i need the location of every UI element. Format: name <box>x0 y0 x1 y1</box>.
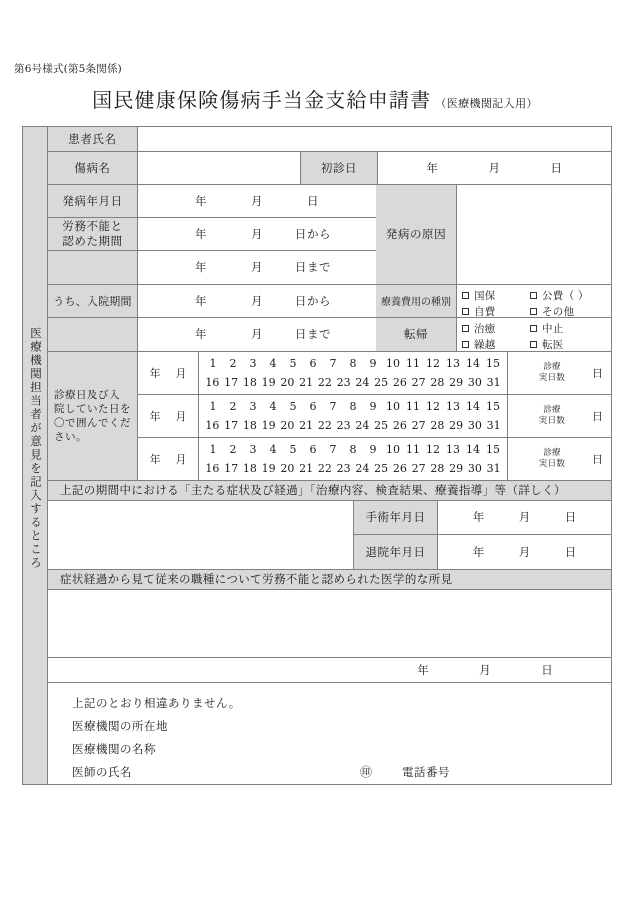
calendar-days-grid <box>199 438 508 480</box>
month-token: 月 <box>518 510 531 525</box>
calendar-day-line-1 <box>203 397 503 416</box>
checkbox-box-icon[interactable] <box>462 325 469 332</box>
calendar-day-29[interactable]: 29 <box>449 375 464 389</box>
day-token: 日 <box>541 663 553 678</box>
calendar-day-16[interactable]: 16 <box>205 461 220 475</box>
hospital-from-date-input[interactable] <box>138 285 376 317</box>
first-visit-label: 初診日 <box>301 152 378 184</box>
hospital-period-label: うち、入院期間 <box>48 285 138 317</box>
checkbox-label: 治癒 <box>474 323 496 336</box>
calendar-day-16[interactable]: 16 <box>205 418 220 432</box>
year-token: 年 <box>194 293 208 308</box>
calendar-day-9[interactable]: 9 <box>369 399 377 413</box>
calendar-day-6[interactable]: 6 <box>309 399 317 413</box>
calendar-day-5[interactable]: 5 <box>289 442 297 456</box>
calendar-day-13[interactable]: 13 <box>446 399 460 413</box>
calendar-day-22[interactable]: 22 <box>317 375 332 389</box>
calendar-day-30[interactable]: 30 <box>467 461 482 475</box>
checkbox-label: その他 <box>542 306 575 317</box>
calendar-day-4[interactable]: 4 <box>269 442 277 456</box>
treatment-days-count-label: 診療 実日数 <box>538 361 566 383</box>
seal-icon: ㊞ <box>360 764 373 779</box>
calendar-rows <box>138 352 611 480</box>
onset-cause-input[interactable] <box>457 185 611 284</box>
calendar-day-22[interactable]: 22 <box>317 461 332 475</box>
month-token: 月 <box>175 452 187 466</box>
year-token: 年 <box>194 193 208 208</box>
patient-name-input[interactable] <box>138 127 611 151</box>
declaration-block <box>48 683 611 784</box>
calendar-day-line-2 <box>203 373 503 392</box>
hospital-period-label-spacer <box>48 318 138 351</box>
onset-left <box>48 185 376 284</box>
vertical-sidebar <box>23 127 48 784</box>
calendar-day-26[interactable]: 26 <box>392 461 407 475</box>
calendar-instruction-line-1: 診療日及び入 <box>54 388 120 401</box>
checkbox-box-icon[interactable] <box>530 341 537 348</box>
from-suffix: 日から <box>294 226 332 241</box>
surgery-date-input[interactable] <box>438 501 611 534</box>
checkbox-jihi[interactable] <box>462 304 530 317</box>
table-row-surgery-date <box>354 501 611 535</box>
checkbox-sonota[interactable] <box>530 304 574 317</box>
calendar-day-15[interactable]: 15 <box>486 442 500 456</box>
year-token: 年 <box>194 327 208 342</box>
hospitalization-left <box>48 285 376 351</box>
calendar-day-10[interactable]: 10 <box>386 356 400 370</box>
checkbox-label: 中止 <box>542 323 564 336</box>
year-token: 年 <box>194 260 208 275</box>
month-token: 月 <box>175 366 187 380</box>
calendar-day-line-2 <box>203 416 503 435</box>
form-number: 第6号様式(第5条関係) <box>14 63 122 75</box>
surgery-discharge-col <box>354 501 611 569</box>
calendar-day-10[interactable]: 10 <box>386 442 400 456</box>
calendar-day-14[interactable]: 14 <box>466 399 480 413</box>
unable-to-work-label-line1: 労務不能と <box>62 218 123 233</box>
treatment-days-count-cell[interactable] <box>508 438 611 480</box>
surgery-date-label: 手術年月日 <box>354 501 438 534</box>
calendar-day-7[interactable]: 7 <box>329 356 337 370</box>
calendar-day-15[interactable]: 15 <box>486 356 500 370</box>
doctor-name-field[interactable] <box>72 761 611 784</box>
first-visit-date-input[interactable] <box>378 152 611 184</box>
calendar-day-7[interactable]: 7 <box>329 399 337 413</box>
calendar-day-11[interactable]: 11 <box>406 399 420 413</box>
day-token: 日 <box>306 193 320 208</box>
year-token: 年 <box>426 160 439 175</box>
month-token: 月 <box>250 260 264 275</box>
calendar-day-21[interactable]: 21 <box>299 418 314 432</box>
calendar-year-month-input[interactable] <box>138 438 199 480</box>
checkbox-label: 自費 <box>474 306 496 317</box>
unable-to-work-label <box>48 218 138 250</box>
calendar-day-23[interactable]: 23 <box>336 418 351 432</box>
calendar-day-4[interactable]: 4 <box>269 399 277 413</box>
treatment-days-unit: 日 <box>592 366 603 380</box>
day-token: 日 <box>550 160 563 175</box>
treatment-calendar-group <box>48 352 611 481</box>
month-token: 月 <box>488 160 501 175</box>
calendar-day-6[interactable]: 6 <box>309 442 317 456</box>
calendar-day-1[interactable]: 1 <box>209 442 217 456</box>
checkbox-label: 公費（ ） <box>542 290 589 303</box>
onset-cause-label: 発病の原因 <box>376 185 457 284</box>
page-title-main: 国民健康保険傷病手当金支給申請書 <box>92 88 432 112</box>
day-token: 日 <box>564 510 577 525</box>
treatment-days-count-cell[interactable] <box>508 395 611 437</box>
expense-checkbox-line-2 <box>462 304 611 317</box>
calendar-day-24[interactable]: 24 <box>355 418 370 432</box>
calendar-year-month-input[interactable] <box>138 352 199 394</box>
checkbox-chiyu[interactable] <box>462 321 530 336</box>
calendar-day-14[interactable]: 14 <box>466 442 480 456</box>
year-token: 年 <box>472 544 485 559</box>
calendar-day-5[interactable]: 5 <box>289 356 297 370</box>
calendar-day-9[interactable]: 9 <box>369 442 377 456</box>
table-row-unable-to <box>48 251 376 284</box>
calendar-day-1[interactable]: 1 <box>209 399 217 413</box>
calendar-day-25[interactable]: 25 <box>374 418 389 432</box>
calendar-day-15[interactable]: 15 <box>486 399 500 413</box>
calendar-day-8[interactable]: 8 <box>349 399 357 413</box>
calendar-day-22[interactable]: 22 <box>317 418 332 432</box>
calendar-instruction-line-4: さい。 <box>54 430 87 443</box>
calendar-day-31[interactable]: 31 <box>486 375 501 389</box>
calendar-row <box>138 395 611 438</box>
to-suffix: 日まで <box>294 327 332 342</box>
calendar-day-20[interactable]: 20 <box>280 375 295 389</box>
table-row-onset-date <box>48 185 376 218</box>
doctor-name-label: 医師の氏名 <box>72 764 132 779</box>
signature-date-row[interactable] <box>48 658 611 683</box>
calendar-day-line-2 <box>203 459 503 478</box>
year-token: 年 <box>472 510 485 525</box>
calendar-day-1[interactable]: 1 <box>209 356 217 370</box>
calendar-day-19[interactable]: 19 <box>261 461 276 475</box>
year-token: 年 <box>149 366 161 380</box>
table-row-hospital-from <box>48 285 376 318</box>
calendar-day-28[interactable]: 28 <box>430 375 445 389</box>
phone-label: 電話番号 <box>402 764 450 779</box>
checkbox-kurikoshi[interactable] <box>462 337 530 351</box>
hospital-to-date-input[interactable] <box>138 318 376 351</box>
outcome-label: 転帰 <box>376 318 457 351</box>
checkbox-box-icon[interactable] <box>462 292 469 299</box>
calendar-day-21[interactable]: 21 <box>299 461 314 475</box>
institution-name-field[interactable]: 医療機関の名称 <box>72 741 156 756</box>
calendar-day-29[interactable]: 29 <box>449 461 464 475</box>
checkbox-box-icon[interactable] <box>462 341 469 348</box>
calendar-day-19[interactable]: 19 <box>261 375 276 389</box>
calendar-day-4[interactable]: 4 <box>269 356 277 370</box>
checkbox-box-icon[interactable] <box>530 292 537 299</box>
course-section-band: 上記の期間中における「主たる症状及び経過」「治療内容、検査結果、療養指導」等（詳しく） <box>48 481 611 501</box>
checkbox-teni[interactable] <box>530 337 564 351</box>
table-row-unable-from <box>48 218 376 251</box>
checkbox-box-icon[interactable] <box>530 325 537 332</box>
year-token: 年 <box>149 452 161 466</box>
year-token: 年 <box>194 226 208 241</box>
year-token: 年 <box>149 409 161 423</box>
calendar-day-20[interactable]: 20 <box>280 418 295 432</box>
calendar-day-18[interactable]: 18 <box>242 375 257 389</box>
expense-checkbox-line-1 <box>462 288 611 304</box>
checkbox-label: 繰越 <box>474 339 496 351</box>
unable-to-work-label-spacer <box>48 251 138 284</box>
calendar-instruction-line-2: 院していた日を <box>54 402 131 415</box>
calendar-day-16[interactable]: 16 <box>205 375 220 389</box>
expense-type-label: 療養費用の種別 <box>376 285 457 317</box>
calendar-day-30[interactable]: 30 <box>467 418 482 432</box>
checkbox-kohi[interactable] <box>530 288 589 303</box>
to-suffix: 日まで <box>294 260 332 275</box>
calendar-day-28[interactable]: 28 <box>430 418 445 432</box>
calendar-day-28[interactable]: 28 <box>430 461 445 475</box>
calendar-day-13[interactable]: 13 <box>446 442 460 456</box>
sidebar-vertical-label: 医療機関担当者が意見を記入するところ <box>29 327 43 570</box>
calendar-day-13[interactable]: 13 <box>446 356 460 370</box>
calendar-day-24[interactable]: 24 <box>355 461 370 475</box>
checkbox-label: 国保 <box>474 290 496 303</box>
calendar-instruction-line-3: 〇で囲んでくだ <box>54 416 131 429</box>
calendar-day-9[interactable]: 9 <box>369 356 377 370</box>
calendar-day-line-1 <box>203 440 503 459</box>
course-free-text-area[interactable] <box>48 501 354 569</box>
calendar-day-6[interactable]: 6 <box>309 356 317 370</box>
calendar-day-8[interactable]: 8 <box>349 356 357 370</box>
declaration-text: 上記のとおり相違ありません。 <box>72 695 241 710</box>
patient-name-label: 患者氏名 <box>48 127 138 151</box>
page-title <box>0 84 630 113</box>
course-detail-group <box>48 501 611 570</box>
calendar-day-27[interactable]: 27 <box>411 461 426 475</box>
month-token: 月 <box>250 293 264 308</box>
findings-section-band: 症状経過から見て従来の職種について労務不能と認められた医学的な所見 <box>48 570 611 590</box>
onset-date-input[interactable] <box>138 185 376 217</box>
calendar-row <box>138 352 611 395</box>
calendar-day-23[interactable]: 23 <box>336 375 351 389</box>
calendar-day-line-1 <box>203 354 503 373</box>
disease-name-input[interactable] <box>138 152 301 184</box>
disease-name-label: 傷病名 <box>48 152 138 184</box>
calendar-day-2[interactable]: 2 <box>229 399 237 413</box>
month-token: 月 <box>250 226 264 241</box>
treatment-days-count-label: 診療 実日数 <box>538 404 566 426</box>
calendar-instruction-label <box>48 352 138 480</box>
onset-date-label: 発病年月日 <box>48 185 138 217</box>
calendar-day-17[interactable]: 17 <box>224 461 239 475</box>
calendar-day-27[interactable]: 27 <box>411 418 426 432</box>
table-row-hospital-to <box>48 318 376 351</box>
table-row-outcome <box>376 318 611 351</box>
treatment-days-count-label: 診療 実日数 <box>538 447 566 469</box>
month-token: 月 <box>518 544 531 559</box>
hospitalization-group <box>48 285 611 352</box>
calendar-day-31[interactable]: 31 <box>486 418 501 432</box>
calendar-day-17[interactable]: 17 <box>224 418 239 432</box>
year-token: 年 <box>417 663 429 678</box>
calendar-year-month-input[interactable] <box>138 395 199 437</box>
day-token: 日 <box>564 544 577 559</box>
calendar-day-26[interactable]: 26 <box>392 418 407 432</box>
calendar-day-14[interactable]: 14 <box>466 356 480 370</box>
calendar-day-3[interactable]: 3 <box>249 442 257 456</box>
calendar-day-10[interactable]: 10 <box>386 399 400 413</box>
calendar-day-27[interactable]: 27 <box>411 375 426 389</box>
treatment-days-unit: 日 <box>592 452 603 466</box>
findings-free-text-area[interactable] <box>48 590 611 658</box>
unable-to-date-input[interactable] <box>138 251 376 284</box>
calendar-day-2[interactable]: 2 <box>229 442 237 456</box>
calendar-day-20[interactable]: 20 <box>280 461 295 475</box>
unable-from-date-input[interactable] <box>138 218 376 250</box>
outcome-checkbox-group <box>457 318 611 351</box>
table-row-discharge-date <box>354 535 611 569</box>
form-table <box>22 126 612 785</box>
calendar-day-5[interactable]: 5 <box>289 399 297 413</box>
month-token: 月 <box>479 663 491 678</box>
table-row-disease-name <box>48 152 611 185</box>
calendar-day-30[interactable]: 30 <box>467 375 482 389</box>
calendar-days-grid <box>199 352 508 394</box>
month-token: 月 <box>250 327 264 342</box>
month-token: 月 <box>250 193 264 208</box>
calendar-day-19[interactable]: 19 <box>261 418 276 432</box>
expense-type-checkbox-group <box>457 285 611 317</box>
calendar-days-grid <box>199 395 508 437</box>
expense-outcome-col <box>376 285 611 351</box>
from-suffix: 日から <box>294 293 332 308</box>
calendar-day-12[interactable]: 12 <box>426 399 440 413</box>
calendar-day-2[interactable]: 2 <box>229 356 237 370</box>
institution-address-field[interactable]: 医療機関の所在地 <box>72 718 168 733</box>
page-title-sub: （医療機関記入用） <box>435 97 538 110</box>
calendar-day-18[interactable]: 18 <box>242 461 257 475</box>
checkbox-label: 転医 <box>542 339 564 351</box>
checkbox-chushi[interactable] <box>530 321 564 336</box>
calendar-day-17[interactable]: 17 <box>224 375 239 389</box>
calendar-day-12[interactable]: 12 <box>426 442 440 456</box>
treatment-days-count-cell[interactable] <box>508 352 611 394</box>
checkbox-box-icon[interactable] <box>530 308 537 315</box>
unable-to-work-label-line2: 認めた期間 <box>62 233 123 248</box>
calendar-day-7[interactable]: 7 <box>329 442 337 456</box>
calendar-day-12[interactable]: 12 <box>426 356 440 370</box>
calendar-day-26[interactable]: 26 <box>392 375 407 389</box>
outcome-checkbox-line-1 <box>462 321 611 337</box>
form-body <box>48 127 611 784</box>
table-row-expense-type <box>376 285 611 318</box>
calendar-day-23[interactable]: 23 <box>336 461 351 475</box>
checkbox-kokuho[interactable] <box>462 288 530 303</box>
table-row-patient-name <box>48 127 611 152</box>
calendar-day-3[interactable]: 3 <box>249 399 257 413</box>
month-token: 月 <box>175 409 187 423</box>
calendar-day-3[interactable]: 3 <box>249 356 257 370</box>
outcome-checkbox-line-2 <box>462 337 611 351</box>
calendar-day-24[interactable]: 24 <box>355 375 370 389</box>
discharge-date-label: 退院年月日 <box>354 535 438 569</box>
calendar-day-21[interactable]: 21 <box>299 375 314 389</box>
calendar-day-25[interactable]: 25 <box>374 461 389 475</box>
calendar-day-29[interactable]: 29 <box>449 418 464 432</box>
calendar-day-8[interactable]: 8 <box>349 442 357 456</box>
calendar-day-31[interactable]: 31 <box>486 461 501 475</box>
checkbox-box-icon[interactable] <box>462 308 469 315</box>
calendar-day-11[interactable]: 11 <box>406 356 420 370</box>
calendar-day-18[interactable]: 18 <box>242 418 257 432</box>
discharge-date-input[interactable] <box>438 535 611 569</box>
treatment-days-unit: 日 <box>592 409 603 423</box>
onset-group <box>48 185 611 285</box>
calendar-row <box>138 438 611 480</box>
calendar-day-11[interactable]: 11 <box>406 442 420 456</box>
calendar-day-25[interactable]: 25 <box>374 375 389 389</box>
